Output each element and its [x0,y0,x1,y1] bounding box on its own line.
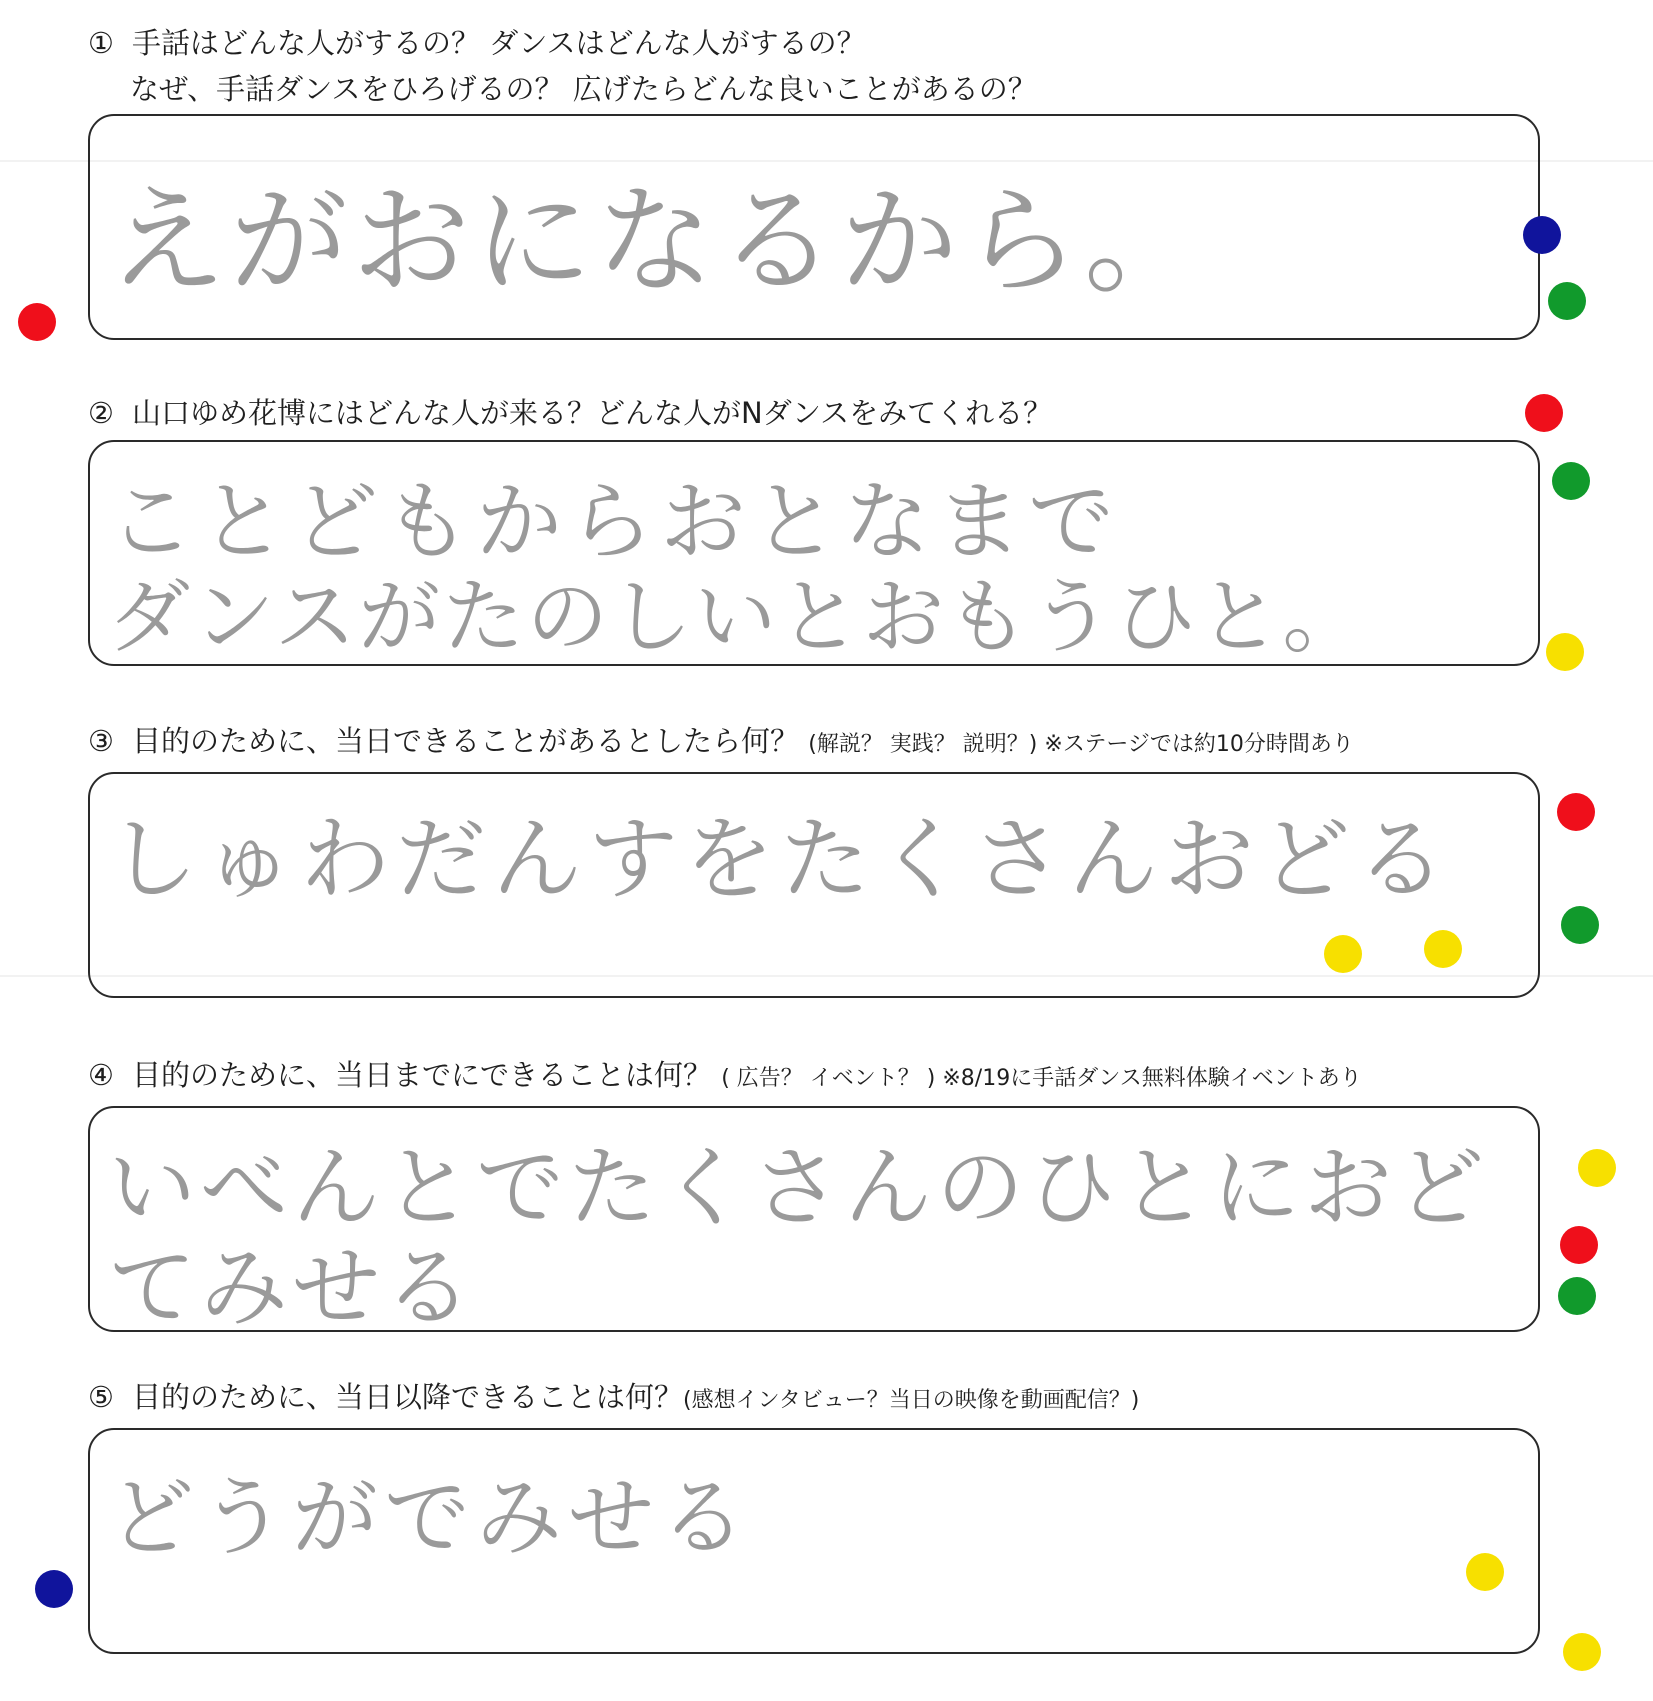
question-number: ④ [88,1058,114,1092]
question-2 [88,390,1052,436]
question-number: ③ [88,724,114,758]
question-1 [88,20,1037,112]
handwritten-answer-line-1: いべんとでたくさんのひとにおど [108,1136,1489,1239]
question-number: ⑤ [88,1380,114,1414]
handwritten-answer-line-2: てみせる [108,1236,477,1332]
question-text: 山口ゆめ花博にはどんな人が来る？どんな人がNダンスをみてくれる？ [132,396,1053,430]
green-sticker [1561,906,1599,944]
answer-box-1 [88,114,1540,340]
question-note: ( 広告？ イベント？ ) ※8/19に手話ダンス無料体験イベントあり [721,1066,1362,1091]
handwritten-answer: どうがでみせる [108,1468,752,1568]
handwritten-answer-line-1: ことどもからおとなまで [108,472,1120,572]
answer-box-3 [88,772,1540,998]
blue-sticker [35,1570,73,1608]
handwritten-answer: しゅわだんすをたくさんおどる [108,807,1452,912]
answer-box-5 [88,1428,1540,1654]
yellow-sticker [1578,1149,1616,1187]
question-text: 目的のために、当日以降できることは何？ [132,1380,684,1414]
red-sticker [18,303,56,341]
green-sticker [1558,1277,1596,1315]
question-text: 目的のために、当日までにできることは何？ [132,1058,713,1092]
answer-box-4 [88,1106,1540,1332]
green-sticker [1548,282,1586,320]
yellow-sticker [1563,1633,1601,1671]
yellow-sticker [1546,633,1584,671]
question-5 [88,1374,1139,1424]
yellow-sticker [1324,935,1362,973]
question-text: 手話はどんな人がするの？ ダンスはどんな人がするの？ [132,26,866,60]
question-number: ② [88,396,114,430]
question-note: (感想インタビュー？当日の映像を動画配信？) [683,1388,1140,1413]
question-text: 目的のために、当日できることがあるとしたら何？ [132,724,800,758]
question-3 [88,718,1354,768]
handwritten-answer: えがおになるから。 [108,172,1207,310]
question-number: ① [88,26,114,60]
red-sticker [1525,394,1563,432]
question-text-line-2: なぜ、手話ダンスをひろげるの？ 広げたらどんな良いことがあるの？ [130,72,1037,106]
question-note: (解説？ 実践？ 説明？) ※ステージでは約10分時間あり [808,732,1354,757]
red-sticker [1557,793,1595,831]
red-sticker [1560,1226,1598,1264]
yellow-sticker [1424,930,1462,968]
yellow-sticker [1466,1553,1504,1591]
handwritten-answer-line-2: ダンスがたのしいとおもうひと。 [108,570,1367,665]
blue-sticker [1523,216,1561,254]
question-4 [88,1052,1362,1102]
answer-box-2 [88,440,1540,666]
green-sticker [1552,462,1590,500]
